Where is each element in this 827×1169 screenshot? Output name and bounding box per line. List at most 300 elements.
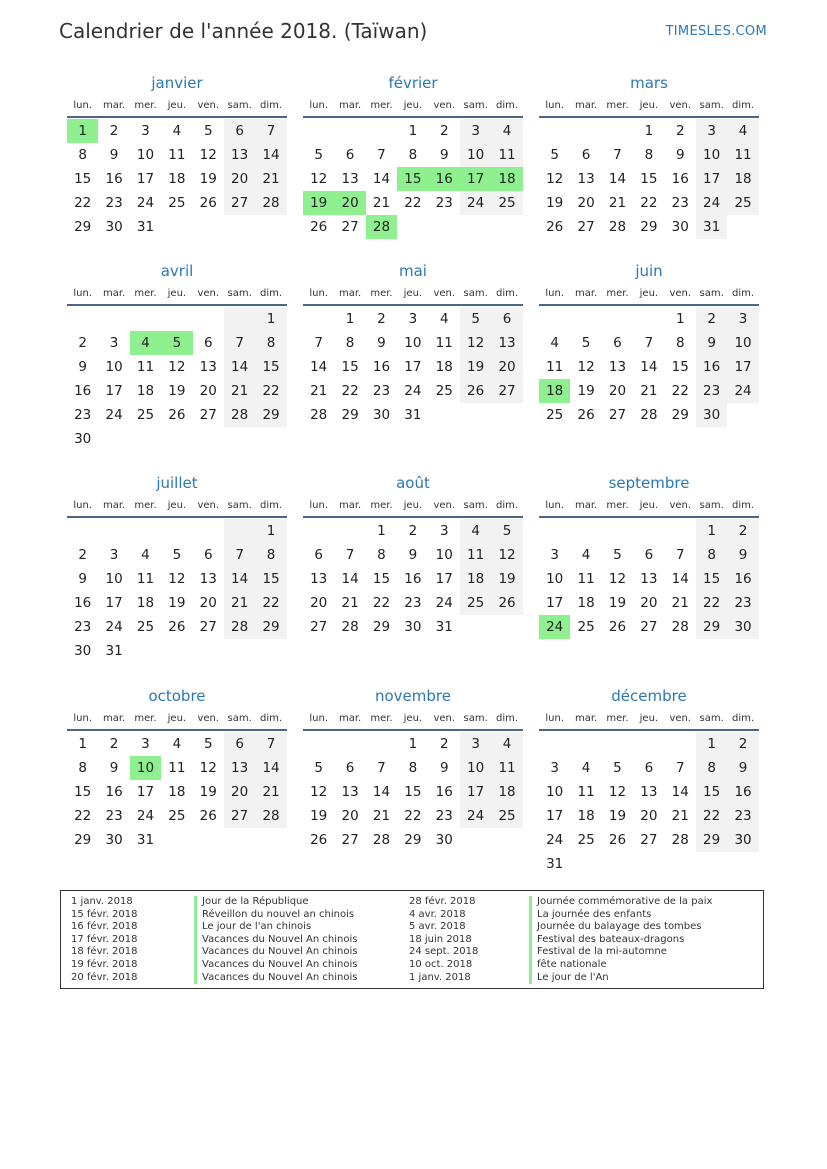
day-cell: 21 (372, 808, 391, 824)
day-cell: 24 (404, 383, 422, 399)
day-cell: 31 (136, 219, 155, 235)
day-cell: 11 (491, 143, 522, 167)
day-cell: 26 (460, 379, 491, 403)
day-cell: 12 (168, 571, 186, 587)
weekday-label: mer. (134, 99, 157, 111)
legend-date: 1 janv. 2018 (71, 896, 133, 907)
days-grid (67, 118, 287, 239)
day-cell: 22 (696, 591, 727, 615)
day-cell: 5 (460, 307, 491, 331)
day-cell: 25 (546, 407, 564, 423)
holiday-day-cell: 1 (67, 119, 98, 143)
day-cell: 6 (613, 335, 622, 351)
day-cell: 31 (696, 215, 727, 239)
legend-holiday-name: Vacances du Nouvel An chinois (194, 959, 357, 972)
empty-cell (161, 519, 192, 543)
day-cell: 27 (199, 407, 217, 423)
weekday-header (67, 282, 287, 306)
day-cell: 14 (671, 571, 689, 587)
day-cell: 15 (404, 784, 422, 800)
holiday-day-cell: 10 (130, 756, 161, 780)
day-cell: 28 (310, 407, 328, 423)
day-cell: 2 (377, 311, 386, 327)
day-cell: 2 (109, 123, 119, 139)
empty-cell (366, 732, 397, 756)
day-cell: 8 (255, 543, 286, 567)
legend-holiday-name: Festival de la mi-automne (529, 946, 712, 959)
day-cell: 9 (727, 756, 758, 780)
day-cell: 4 (491, 732, 522, 756)
day-cell: 13 (608, 359, 627, 375)
day-cell: 22 (404, 195, 422, 211)
weekday-label: lun. (73, 99, 93, 111)
empty-cell (366, 119, 397, 143)
holiday-day-cell: 5 (161, 331, 192, 355)
day-cell: 15 (696, 567, 727, 591)
day-cell: 10 (460, 756, 491, 780)
day-cell: 9 (696, 331, 727, 355)
day-cell: 29 (640, 219, 658, 235)
day-cell: 13 (640, 784, 658, 800)
weekday-label: sam. (699, 287, 724, 299)
empty-cell (539, 307, 570, 331)
weekday-label: jeu. (639, 99, 659, 111)
day-cell: 28 (372, 832, 391, 848)
legend-holiday-name: Vacances du Nouvel An chinois (194, 946, 357, 959)
day-cell: 6 (224, 732, 255, 756)
weekday-label: dim. (260, 99, 283, 111)
day-cell: 11 (577, 571, 595, 587)
day-cell: 23 (696, 379, 727, 403)
day-cell: 12 (546, 171, 564, 187)
day-cell: 20 (341, 808, 359, 824)
day-cell: 21 (372, 195, 391, 211)
day-cell: 17 (404, 359, 422, 375)
day-cell: 2 (727, 732, 758, 756)
weekday-header (539, 282, 759, 306)
month-name: octobre (148, 687, 206, 705)
day-cell: 5 (491, 519, 522, 543)
day-cell: 16 (696, 355, 727, 379)
day-cell: 30 (372, 407, 391, 423)
day-cell: 11 (491, 756, 522, 780)
day-cell: 3 (696, 119, 727, 143)
weekday-label: mer. (606, 287, 629, 299)
weekday-label: jeu. (403, 287, 423, 299)
weekday-label: mar. (574, 99, 598, 111)
day-cell: 19 (168, 595, 186, 611)
day-cell: 26 (168, 619, 186, 635)
legend-holiday-name: Réveillon du nouvel an chinois (194, 909, 357, 922)
day-cell: 18 (168, 784, 186, 800)
empty-cell (303, 307, 334, 331)
legend-date: 17 févr. 2018 (71, 933, 138, 945)
day-cell: 30 (404, 619, 422, 635)
day-cell: 29 (255, 615, 286, 639)
day-cell: 20 (491, 355, 522, 379)
day-cell: 4 (141, 547, 150, 563)
day-cell: 3 (727, 307, 758, 331)
day-cell: 7 (255, 732, 286, 756)
holiday-day-cell: 15 (397, 167, 428, 191)
day-cell: 19 (310, 808, 328, 824)
day-cell: 24 (136, 195, 155, 211)
day-cell: 20 (577, 195, 595, 211)
day-cell: 10 (136, 147, 155, 163)
legend-date: 16 févr. 2018 (71, 921, 138, 933)
day-cell: 19 (491, 567, 522, 591)
day-cell: 25 (577, 832, 595, 848)
weekday-label: ven. (669, 287, 692, 299)
day-cell: 12 (199, 760, 217, 776)
day-cell: 23 (671, 195, 689, 211)
legend-holiday-name: Vacances du Nouvel An chinois (194, 972, 357, 985)
month-name: mai (399, 262, 427, 280)
day-cell: 30 (435, 832, 453, 848)
day-cell: 3 (460, 732, 491, 756)
weekday-label: sam. (227, 712, 252, 724)
day-cell: 16 (404, 571, 422, 587)
day-cell: 23 (727, 591, 758, 615)
day-cell: 15 (74, 784, 92, 800)
day-cell: 4 (439, 311, 449, 327)
day-cell: 18 (577, 595, 595, 611)
day-cell: 8 (408, 147, 418, 163)
day-cell: 16 (727, 567, 758, 591)
empty-cell (334, 119, 365, 143)
month-name: mars (630, 74, 668, 92)
day-cell: 21 (608, 195, 627, 211)
day-cell: 8 (644, 147, 654, 163)
day-cell: 25 (136, 407, 155, 423)
day-cell: 23 (372, 383, 391, 399)
day-cell: 4 (460, 519, 491, 543)
day-cell: 28 (224, 615, 255, 639)
weekday-label: ven. (197, 99, 220, 111)
legend-holiday-name: Vacances du Nouvel An chinois (194, 934, 357, 947)
day-cell: 11 (577, 784, 595, 800)
site-logo-link[interactable]: TIMESLES.COM (665, 24, 767, 39)
day-cell: 12 (608, 571, 627, 587)
day-cell: 22 (671, 383, 689, 399)
day-cell: 2 (109, 736, 119, 752)
day-cell: 16 (105, 784, 123, 800)
day-cell: 4 (727, 119, 758, 143)
day-cell: 30 (105, 219, 123, 235)
weekday-label: mar. (338, 287, 362, 299)
day-cell: 20 (640, 808, 658, 824)
day-cell: 20 (199, 383, 217, 399)
month-block (67, 72, 287, 239)
day-cell: 30 (671, 219, 689, 235)
day-cell: 2 (696, 307, 727, 331)
day-cell: 6 (345, 760, 355, 776)
weekday-label: jeu. (167, 287, 187, 299)
weekday-header (67, 94, 287, 118)
day-cell: 8 (675, 335, 685, 351)
day-cell: 18 (577, 808, 595, 824)
weekday-label: lun. (545, 99, 565, 111)
day-cell: 6 (345, 147, 355, 163)
day-cell: 1 (644, 123, 654, 139)
empty-cell (193, 519, 224, 543)
day-cell: 24 (136, 808, 155, 824)
day-cell: 3 (141, 736, 150, 752)
day-cell: 31 (105, 643, 123, 659)
day-cell: 11 (168, 147, 186, 163)
weekday-header (303, 282, 523, 306)
day-cell: 19 (608, 808, 627, 824)
day-cell: 3 (141, 123, 150, 139)
day-cell: 11 (168, 760, 186, 776)
day-cell: 22 (372, 595, 391, 611)
weekday-label: mar. (102, 99, 126, 111)
day-cell: 14 (372, 784, 391, 800)
day-cell: 3 (109, 547, 119, 563)
day-cell: 25 (460, 591, 491, 615)
weekday-label: jeu. (167, 99, 187, 111)
day-cell: 14 (255, 143, 286, 167)
day-cell: 13 (224, 756, 255, 780)
day-cell: 5 (613, 760, 622, 776)
day-cell: 25 (435, 383, 453, 399)
empty-cell (602, 119, 633, 143)
weekday-label: ven. (197, 712, 220, 724)
day-cell: 28 (255, 191, 286, 215)
day-cell: 21 (310, 383, 328, 399)
empty-cell (665, 732, 696, 756)
weekday-label: sam. (227, 287, 252, 299)
day-cell: 24 (546, 832, 564, 848)
weekday-label: dim. (496, 499, 519, 511)
day-cell: 7 (675, 547, 685, 563)
weekday-label: dim. (496, 712, 519, 724)
empty-cell (570, 307, 601, 331)
weekday-label: sam. (699, 712, 724, 724)
weekday-label: jeu. (167, 712, 187, 724)
empty-cell (224, 307, 255, 331)
day-cell: 11 (435, 335, 453, 351)
day-cell: 17 (435, 571, 453, 587)
day-cell: 21 (224, 591, 255, 615)
day-cell: 7 (314, 335, 323, 351)
day-cell: 19 (577, 383, 595, 399)
month-name: février (388, 74, 438, 92)
holiday-day-cell: 19 (303, 191, 334, 215)
days-grid (539, 731, 759, 876)
weekday-label: lun. (545, 712, 565, 724)
day-cell: 24 (460, 191, 491, 215)
weekday-label: sam. (699, 99, 724, 111)
weekday-label: mar. (338, 99, 362, 111)
day-cell: 31 (136, 832, 155, 848)
weekday-label: dim. (732, 712, 755, 724)
empty-cell (334, 519, 365, 543)
legend-right-dates (409, 896, 478, 984)
day-cell: 20 (199, 595, 217, 611)
day-cell: 7 (613, 147, 622, 163)
day-cell: 25 (168, 808, 186, 824)
empty-cell (67, 519, 98, 543)
day-cell: 14 (310, 359, 328, 375)
day-cell: 24 (460, 804, 491, 828)
day-cell: 9 (109, 147, 119, 163)
empty-cell (130, 519, 161, 543)
legend-left-dates (71, 896, 138, 984)
empty-cell (570, 519, 601, 543)
weekday-label: lun. (309, 287, 329, 299)
weekday-label: jeu. (639, 712, 659, 724)
weekday-label: mer. (134, 712, 157, 724)
day-cell: 14 (640, 359, 658, 375)
day-cell: 18 (460, 567, 491, 591)
weekday-label: dim. (732, 287, 755, 299)
weekday-label: lun. (73, 499, 93, 511)
days-grid (303, 306, 523, 427)
weekday-label: dim. (260, 499, 283, 511)
holiday-day-cell: 20 (334, 191, 365, 215)
day-cell: 7 (644, 335, 654, 351)
empty-cell (303, 732, 334, 756)
day-cell: 13 (199, 571, 217, 587)
day-cell: 30 (105, 832, 123, 848)
day-cell: 2 (675, 123, 685, 139)
weekday-label: ven. (433, 712, 456, 724)
month-name: décembre (611, 687, 687, 705)
weekday-label: ven. (669, 712, 692, 724)
day-cell: 16 (671, 171, 689, 187)
day-cell: 4 (491, 119, 522, 143)
legend-holiday-name: Journée du balayage des tombes (529, 921, 712, 934)
day-cell: 26 (608, 832, 627, 848)
day-cell: 6 (224, 119, 255, 143)
empty-cell (98, 307, 129, 331)
day-cell: 9 (78, 359, 87, 375)
legend-holiday-name: La journée des enfants (529, 909, 712, 922)
day-cell: 1 (345, 311, 355, 327)
day-cell: 26 (199, 808, 217, 824)
day-cell: 10 (404, 335, 422, 351)
day-cell: 10 (696, 143, 727, 167)
day-cell: 24 (696, 191, 727, 215)
day-cell: 6 (203, 547, 213, 563)
day-cell: 8 (78, 147, 87, 163)
day-cell: 1 (696, 732, 727, 756)
empty-cell (303, 519, 334, 543)
weekday-header (67, 494, 287, 518)
day-cell: 13 (341, 784, 359, 800)
day-cell: 16 (435, 784, 453, 800)
weekday-header (539, 94, 759, 118)
empty-cell (334, 732, 365, 756)
weekday-label: sam. (463, 499, 488, 511)
empty-cell (633, 307, 664, 331)
holiday-day-cell: 17 (460, 167, 491, 191)
legend-date: 18 févr. 2018 (71, 946, 138, 958)
legend-date: 20 févr. 2018 (71, 971, 138, 983)
weekday-label: mar. (102, 712, 126, 724)
day-cell: 9 (675, 147, 685, 163)
day-cell: 27 (310, 619, 328, 635)
day-cell: 14 (224, 567, 255, 591)
day-cell: 8 (78, 760, 87, 776)
legend-right-names (529, 896, 712, 984)
empty-cell (303, 119, 334, 143)
day-cell: 27 (341, 219, 359, 235)
day-cell: 12 (310, 784, 328, 800)
day-cell: 23 (105, 195, 123, 211)
month-block (539, 260, 759, 427)
day-cell: 27 (640, 619, 658, 635)
holiday-day-cell: 18 (539, 379, 570, 403)
legend-date: 19 févr. 2018 (71, 958, 138, 970)
day-cell: 29 (255, 403, 286, 427)
empty-cell (602, 519, 633, 543)
day-cell: 15 (671, 359, 689, 375)
days-grid (67, 306, 287, 451)
empty-cell (67, 307, 98, 331)
month-block (539, 72, 759, 239)
day-cell: 8 (408, 760, 418, 776)
day-cell: 2 (408, 523, 418, 539)
weekday-label: mer. (606, 99, 629, 111)
day-cell: 10 (105, 571, 123, 587)
day-cell: 13 (199, 359, 217, 375)
holiday-day-cell: 18 (491, 167, 522, 191)
day-cell: 21 (671, 808, 689, 824)
day-cell: 15 (255, 355, 286, 379)
day-cell: 9 (377, 335, 386, 351)
month-name: juillet (156, 474, 198, 492)
day-cell: 3 (550, 547, 559, 563)
day-cell: 12 (577, 359, 595, 375)
month-block (303, 260, 523, 427)
day-cell: 17 (546, 595, 564, 611)
day-cell: 17 (546, 808, 564, 824)
day-cell: 6 (644, 760, 654, 776)
day-cell: 26 (546, 219, 564, 235)
legend-date: 1 janv. 2018 (409, 971, 471, 983)
day-cell: 10 (546, 571, 564, 587)
day-cell: 25 (136, 619, 155, 635)
day-cell: 22 (255, 379, 286, 403)
weekday-label: mar. (102, 499, 126, 511)
page-title: Calendrier de l'année 2018. (Taïwan) (59, 19, 428, 43)
day-cell: 18 (136, 383, 155, 399)
day-cell: 17 (727, 355, 758, 379)
weekday-label: mer. (370, 712, 393, 724)
day-cell: 11 (727, 143, 758, 167)
legend-date: 28 févr. 2018 (409, 896, 476, 907)
weekday-label: mer. (134, 287, 157, 299)
empty-cell (193, 307, 224, 331)
day-cell: 6 (314, 547, 323, 563)
day-cell: 2 (78, 335, 87, 351)
weekday-label: jeu. (403, 499, 423, 511)
day-cell: 9 (408, 547, 418, 563)
day-cell: 6 (491, 307, 522, 331)
weekday-label: mer. (606, 712, 629, 724)
day-cell: 3 (550, 760, 559, 776)
day-cell: 14 (608, 171, 627, 187)
day-cell: 25 (491, 804, 522, 828)
day-cell: 6 (581, 147, 591, 163)
days-grid (539, 306, 759, 427)
empty-cell (633, 519, 664, 543)
month-name: septembre (608, 474, 690, 492)
weekday-label: mar. (574, 499, 598, 511)
month-block (67, 685, 287, 852)
